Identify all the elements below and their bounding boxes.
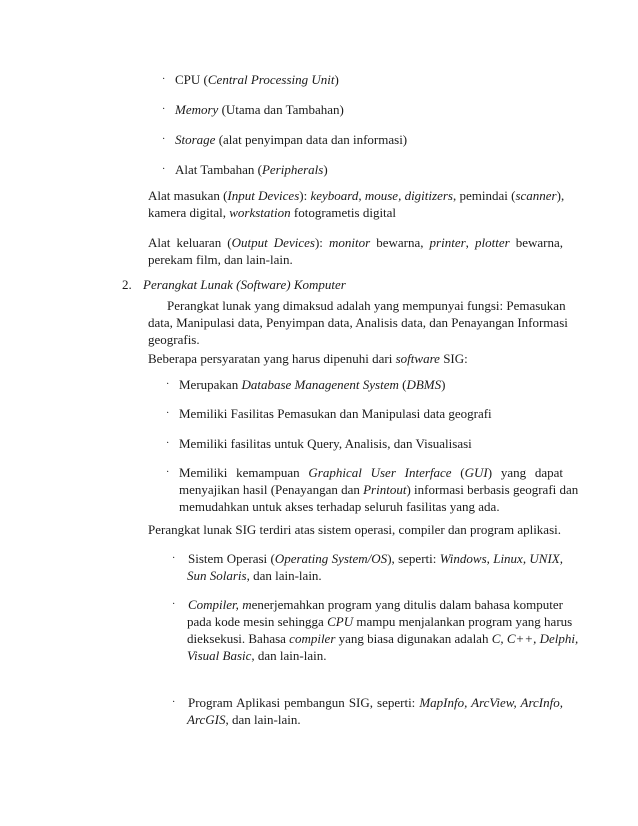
bullet-icon: · [166, 467, 170, 478]
italic-run: Peripherals [261, 162, 324, 177]
italic-run: Compiler, m [188, 597, 252, 612]
text-run: , pemindai ( [452, 188, 516, 203]
text-run: enerjemahkan program yang ditulis dalam bahasa komputer [251, 597, 563, 612]
text-run: Alat masukan ( [148, 188, 228, 203]
text-run: Beberapa persyaratan yang harus dipenuhi dari [148, 351, 396, 366]
italic-run: Database Managenent System [241, 377, 399, 392]
italic-run: Sun Solaris [187, 568, 247, 583]
text-run: Alat Tambahan ( [175, 162, 262, 177]
text-run: bewarna, [370, 235, 430, 250]
italic-run: CPU [327, 614, 354, 629]
text-run: fotogrametis digital [290, 205, 397, 220]
italic-run: Software [240, 277, 287, 292]
text-line [148, 235, 563, 251]
italic-run: scanner [515, 188, 557, 203]
text-line [148, 351, 468, 367]
text-line [148, 522, 561, 538]
text-run: data, Manipulasi data, Penyimpan data, Analisis data, dan Penayangan Informasi [148, 315, 568, 330]
bullet-icon: · [162, 164, 166, 175]
text-run: ) [323, 162, 328, 177]
hardware-item [175, 162, 328, 178]
italic-run: Windows, Linux, UNIX, [439, 551, 563, 566]
italic-run: keyboard, mouse, digitizers [310, 188, 453, 203]
text-run: Program Aplikasi pembangun SIG, seperti: [188, 695, 420, 710]
requirement-line [179, 406, 492, 422]
italic-run: Visual Basic [187, 648, 252, 663]
text-run: , dan lain-lain. [251, 648, 327, 663]
text-run: Merupakan [179, 377, 242, 392]
requirement-line [179, 377, 445, 393]
text-run: ): [314, 235, 329, 250]
text-run: Sistem Operasi ( [188, 551, 275, 566]
text-run: Alat keluaran ( [148, 235, 232, 250]
text-run: (alat penyimpan data dan informasi) [215, 132, 408, 147]
component-line [187, 568, 322, 584]
text-run: ) [334, 72, 339, 87]
text-line [148, 252, 293, 268]
text-run: kamera digital, [148, 205, 230, 220]
text-run: Memiliki Fasilitas Pemasukan dan Manipulasi data geografi [179, 406, 492, 421]
text-run: SIG: [439, 351, 468, 366]
text-run: pada kode mesin sehingga [187, 614, 328, 629]
italic-run: MapInfo, ArcView, ArcInfo, [419, 695, 563, 710]
text-run: CPU ( [175, 72, 208, 87]
component-line [187, 712, 301, 728]
italic-run: Printout [363, 482, 407, 497]
component-line [187, 648, 326, 664]
text-run: (Utama dan Tambahan) [218, 102, 344, 117]
text-line [148, 205, 396, 221]
italic-run: Graphical User Interface [308, 465, 452, 480]
text-run: dieksekusi. Bahasa [187, 631, 290, 646]
component-line [188, 695, 563, 711]
italic-run: printer [429, 235, 466, 250]
text-run: ( [398, 377, 407, 392]
text-line [167, 298, 566, 314]
italic-run: Operating System/OS [274, 551, 388, 566]
text-run: ), seperti: [387, 551, 440, 566]
hardware-item [175, 102, 344, 118]
italic-run: Perangkat Lunak ( [143, 277, 241, 292]
text-run: bewarna, [509, 235, 564, 250]
text-run: Perangkat lunak yang dimaksud adalah yang mempunyai fungsi: Pemasukan [167, 298, 566, 313]
text-run: ( [451, 465, 465, 480]
italic-run: Input Devices [227, 188, 300, 203]
bullet-icon: · [172, 697, 176, 708]
component-line [187, 614, 573, 630]
text-run: memudahkan untuk akses terhadap seluruh fasilitas yang ada. [179, 499, 500, 514]
text-run: ): [299, 188, 311, 203]
italic-run: ArcGIS [187, 712, 226, 727]
requirement-line [179, 465, 563, 481]
text-run: menyajikan hasil (Penayangan dan [179, 482, 364, 497]
hardware-item [175, 72, 339, 88]
section-number: 2. [122, 277, 132, 292]
text-run: Perangkat lunak SIG terdiri atas sistem operasi, compiler dan program aplikasi. [148, 522, 561, 537]
bullet-icon: · [166, 408, 170, 419]
italic-run: Memory [175, 102, 219, 117]
bullet-icon: · [166, 438, 170, 449]
italic-run: Storage [175, 132, 216, 147]
italic-run: compiler [289, 631, 336, 646]
italic-run: Output Devices [231, 235, 315, 250]
requirement-line [179, 436, 472, 452]
text-run: ) yang dapat [487, 465, 563, 480]
bullet-icon: · [162, 74, 166, 85]
component-line [187, 631, 579, 647]
text-line [148, 332, 200, 348]
italic-run: plotter [475, 235, 510, 250]
italic-run: Central Processing Unit [207, 72, 335, 87]
italic-run: workstation [229, 205, 291, 220]
italic-run: software [395, 351, 440, 366]
text-run: yang biasa digunakan adalah [335, 631, 492, 646]
text-run: , [465, 235, 475, 250]
text-run: geografis. [148, 332, 200, 347]
bullet-icon: · [172, 553, 176, 564]
bullet-icon: · [166, 379, 170, 390]
text-run: ), [556, 188, 565, 203]
text-run: mampu menjalankan program yang harus [353, 614, 573, 629]
italic-run: monitor [328, 235, 371, 250]
text-run: , dan lain-lain. [246, 568, 322, 583]
text-run: ) [441, 377, 446, 392]
bullet-icon: · [172, 599, 176, 610]
italic-run: ) Komputer [286, 277, 346, 292]
section-title-text [143, 277, 346, 293]
text-run: ) informasi berbasis geografi dan [406, 482, 579, 497]
text-line [148, 188, 563, 204]
requirement-line [179, 499, 500, 515]
hardware-item [175, 132, 407, 148]
text-run: perekam film, dan lain-lain. [148, 252, 293, 267]
bullet-icon: · [162, 134, 166, 145]
requirement-line [179, 482, 579, 498]
text-run: Memiliki kemampuan [179, 465, 309, 480]
text-line [148, 315, 568, 331]
italic-run: DBMS [406, 377, 442, 392]
italic-run: C, C++, Delphi, [491, 631, 579, 646]
italic-run: GUI [464, 465, 488, 480]
bullet-icon: · [162, 104, 166, 115]
component-line [188, 597, 563, 613]
text-run: , dan lain-lain. [225, 712, 301, 727]
component-line [188, 551, 563, 567]
text-run: Memiliki fasilitas untuk Query, Analisis, dan Visualisasi [179, 436, 472, 451]
